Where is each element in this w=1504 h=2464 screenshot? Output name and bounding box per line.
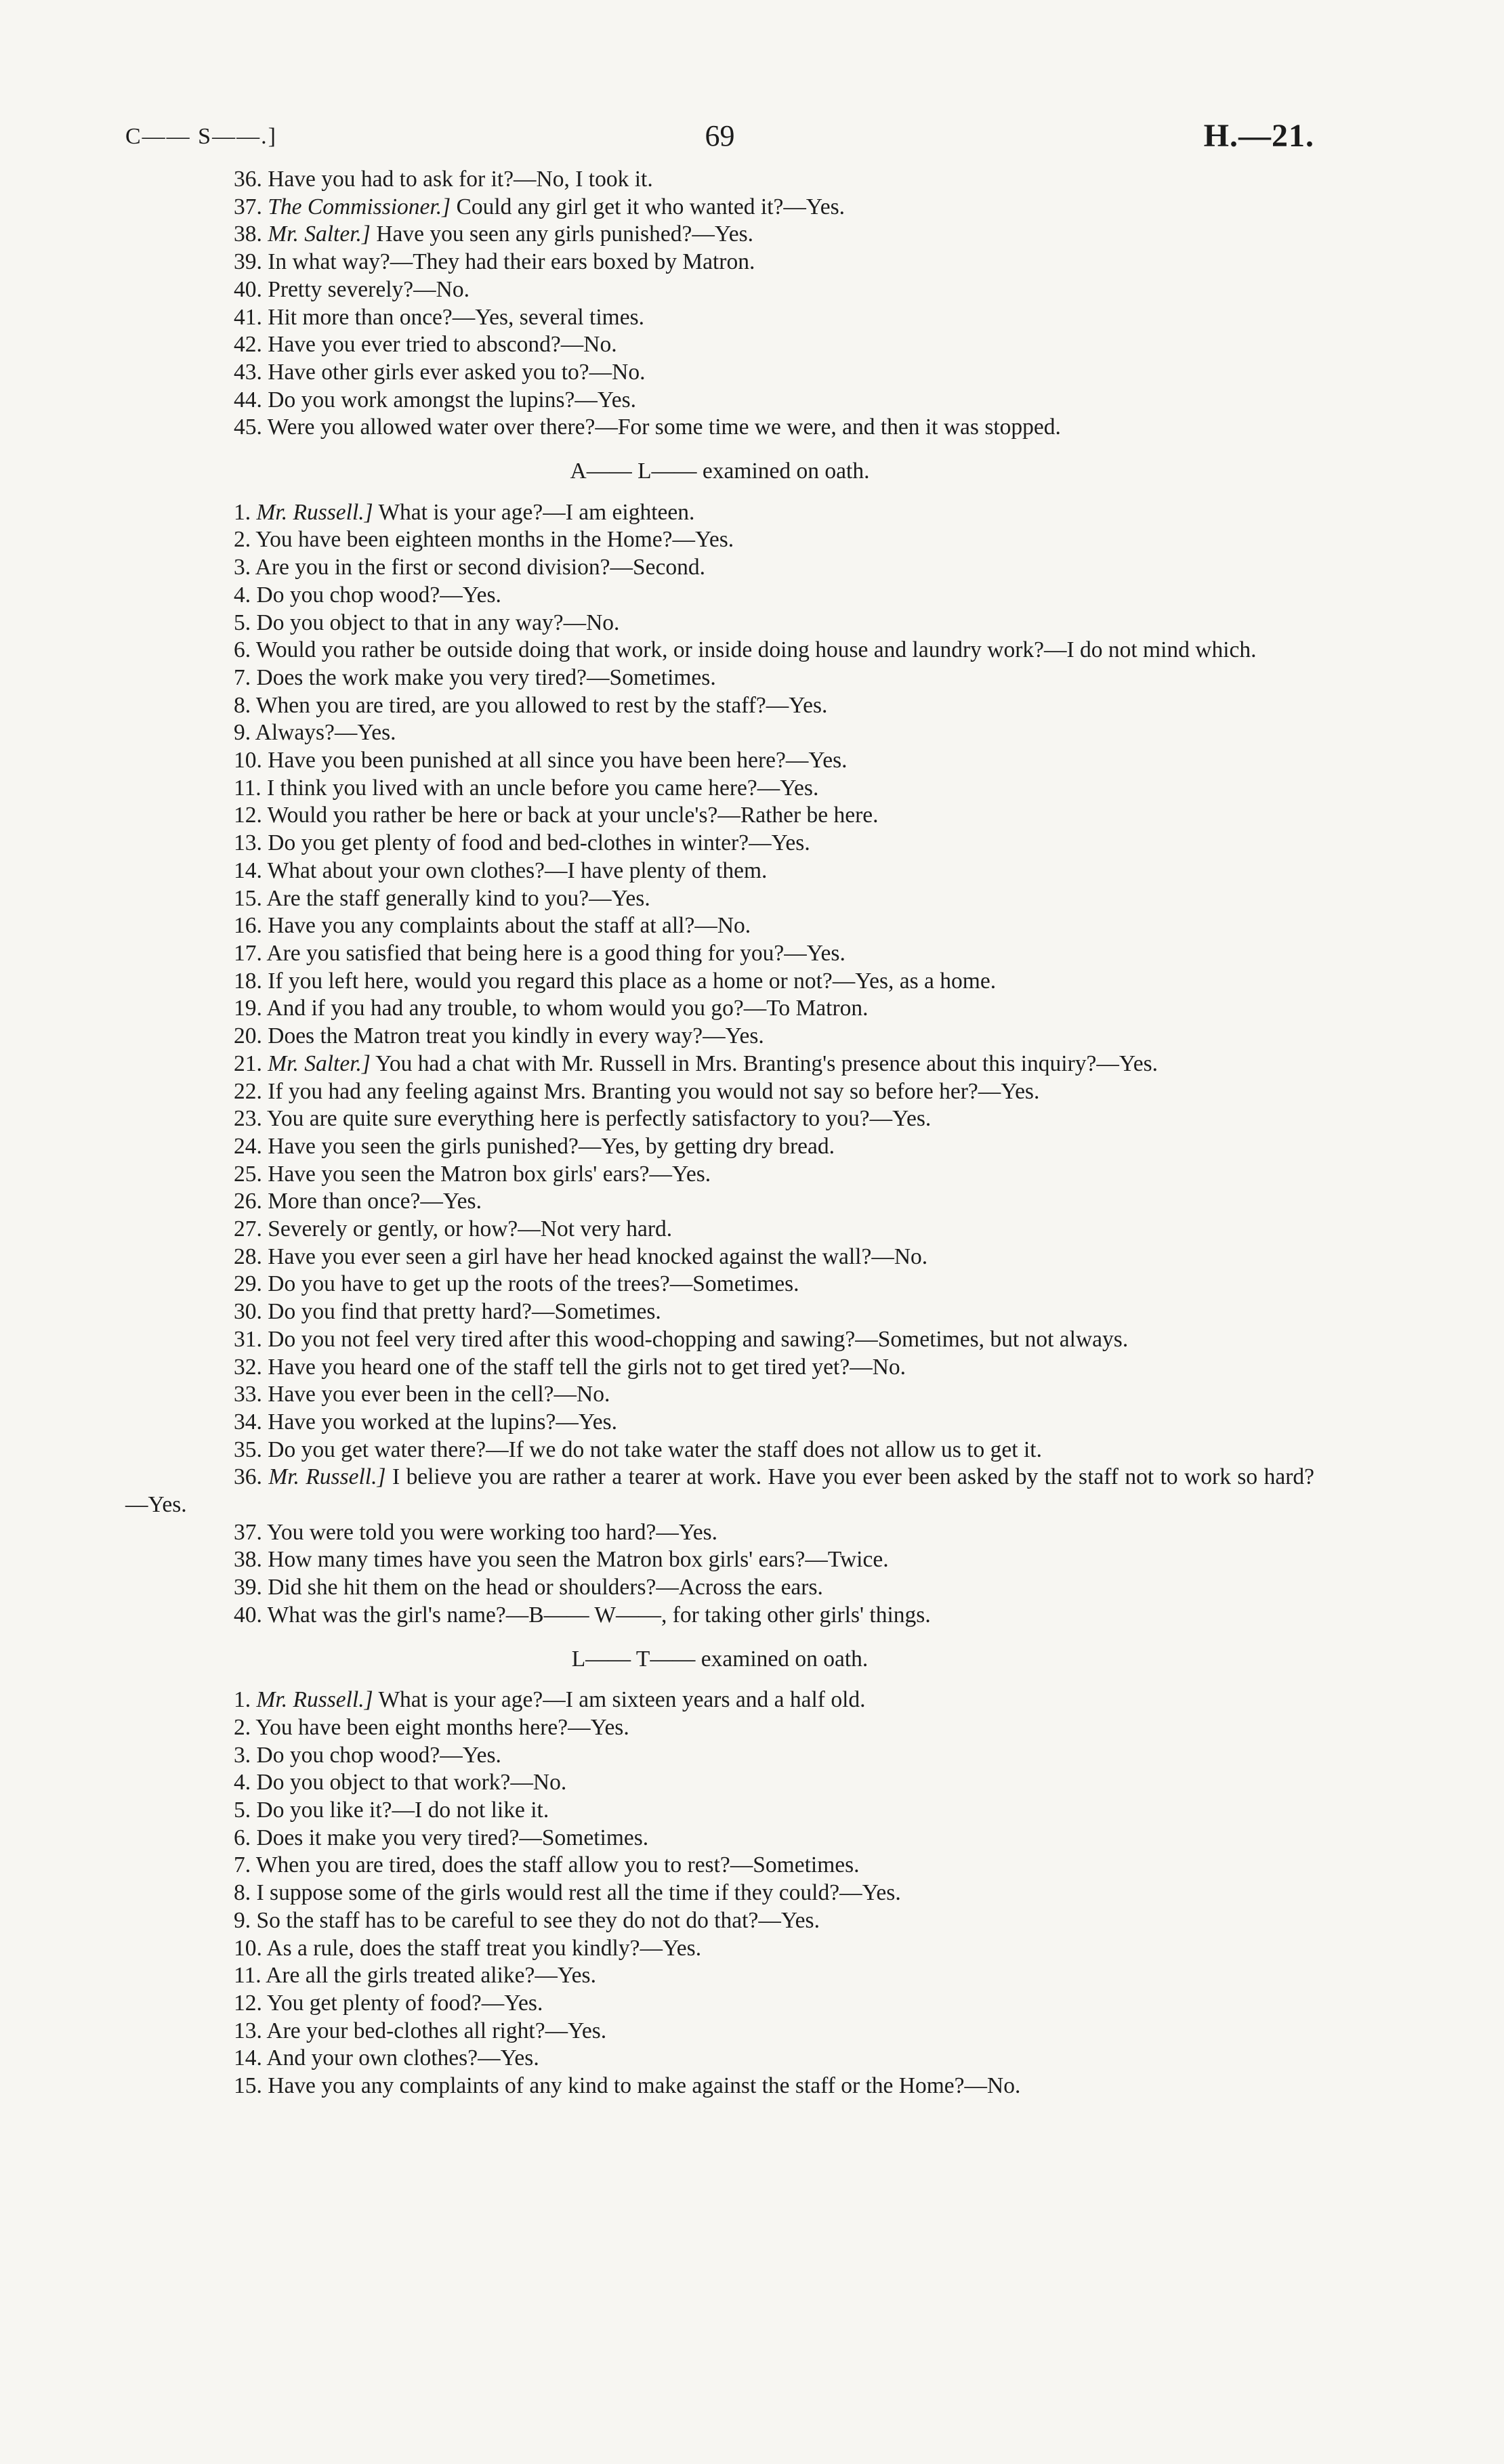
question-item (125, 582, 1314, 610)
question-item (125, 221, 1314, 249)
question-item (125, 1574, 1314, 1602)
question-number: 41. (234, 304, 262, 330)
question-item (125, 637, 1314, 664)
question-item (125, 1188, 1314, 1216)
speaker-label: Mr. Salter.] (268, 1050, 371, 1076)
question-text: What is your age?—I am eighteen. (373, 499, 695, 525)
question-number: 12. (234, 803, 262, 828)
question-text: When you are tired, does the staff allow you to rest?—Sometimes. (255, 1852, 860, 1878)
question-text: I suppose some of the girls would rest all the time if they could?—Yes. (256, 1880, 901, 1906)
question-item (125, 968, 1314, 996)
question-number: 20. (234, 1023, 262, 1049)
question-item (125, 194, 1314, 221)
question-text: Are you satisfied that being here is a good thing for you?—Yes. (266, 940, 845, 966)
question-item (125, 554, 1314, 582)
question-text: So the staff has to be careful to see they do not do that?—Yes. (256, 1907, 820, 1933)
question-text: Pretty severely?—No. (268, 276, 469, 302)
question-text: Would you rather be outside doing that work, or inside doing house and laundry work?—I do not mind which. (255, 637, 1257, 663)
question-item (125, 995, 1314, 1023)
question-text: Does the work make you very tired?—Sometimes. (256, 664, 716, 690)
question-text: Have you seen any girls punished?—Yes. (370, 221, 754, 247)
speaker-label: Mr. Russell.] (256, 499, 373, 525)
question-item (125, 912, 1314, 940)
question-item (125, 1050, 1314, 1078)
question-item (125, 414, 1314, 442)
question-item (125, 1742, 1314, 1770)
question-text: Does the Matron treat you kindly in every way?—Yes. (268, 1023, 764, 1049)
question-number: 27. (234, 1216, 262, 1242)
page-number: 69 (705, 119, 735, 152)
question-number: 25. (234, 1161, 262, 1187)
question-item (125, 1797, 1314, 1825)
question-text: Have you seen the Matron box girls' ears?—Yes. (268, 1161, 711, 1187)
question-number: 40. (234, 276, 262, 302)
question-text: Does it make you very tired?—Sometimes. (256, 1825, 649, 1850)
question-text: Are your bed-clothes all right?—Yes. (266, 2018, 607, 2043)
question-text: Always?—Yes. (255, 720, 396, 746)
question-number: 17. (234, 940, 262, 966)
question-number: 4. (234, 1770, 251, 1796)
question-number: 21. (234, 1050, 262, 1076)
question-item (125, 719, 1314, 747)
question-text: What was the girl's name?—B—— W——, for taking other girls' things. (267, 1602, 931, 1628)
question-item (125, 387, 1314, 415)
question-item (125, 830, 1314, 857)
question-number: 26. (234, 1189, 262, 1214)
question-text: Do you object to that in any way?—No. (256, 610, 620, 635)
question-item (125, 1546, 1314, 1574)
question-number: 32. (234, 1354, 262, 1380)
question-number: 14. (234, 2045, 262, 2071)
question-item (125, 1686, 1314, 1714)
question-text: Have you any complaints of any kind to make against the staff or the Home?—No. (268, 2073, 1021, 2099)
question-number: 3. (234, 1742, 251, 1768)
question-number: 37. (234, 194, 262, 219)
question-text: Severely or gently, or how?—Not very hard. (268, 1216, 673, 1242)
question-number: 14. (234, 857, 262, 883)
question-text: Do you get plenty of food and bed-clothes in winter?—Yes. (268, 830, 810, 856)
question-item (125, 775, 1314, 803)
question-text: What about your own clothes?—I have plenty of them. (267, 857, 768, 883)
question-text: Do you find that pretty hard?—Sometimes. (268, 1299, 661, 1325)
question-item (125, 1354, 1314, 1382)
question-number: 24. (234, 1133, 262, 1159)
question-text: You had a chat with Mr. Russell in Mrs. Branting's presence about this inquiry?—Yes. (370, 1050, 1158, 1076)
question-number: 33. (234, 1382, 262, 1407)
question-item (125, 802, 1314, 830)
section-heading-al: A—— L—— examined on oath. (570, 459, 870, 484)
question-text: Have you ever seen a girl have her head knocked against the wall?—No. (268, 1244, 928, 1269)
question-item (125, 1714, 1314, 1742)
question-item (125, 1326, 1314, 1354)
question-text: Are all the girls treated alike?—Yes. (266, 1963, 596, 1989)
question-text: Have you any complaints about the staff at all?—No. (268, 913, 751, 939)
question-text: When you are tired, are you allowed to rest by the staff?—Yes. (255, 692, 828, 718)
question-text: You are quite sure everything here is perfectly satisfactory to you?—Yes. (267, 1106, 932, 1132)
question-number: 22. (234, 1078, 262, 1104)
question-text: Are you in the first or second division?—Second. (255, 555, 705, 580)
question-item (125, 940, 1314, 968)
question-number: 5. (234, 610, 251, 635)
question-text: Have you been punished at all since you have been here?—Yes. (268, 748, 848, 773)
question-number: 2. (234, 527, 251, 553)
question-item (125, 857, 1314, 885)
question-text: Do you chop wood?—Yes. (256, 582, 501, 608)
question-number: 23. (234, 1106, 262, 1132)
question-number: 12. (234, 1991, 262, 2016)
question-text: Would you rather be here or back at your uncle's?—Rather be here. (267, 803, 879, 828)
question-number: 13. (234, 2018, 262, 2043)
question-item (125, 885, 1314, 913)
question-number: 10. (234, 1935, 262, 1961)
question-item (125, 359, 1314, 387)
question-text: You have been eight months here?—Yes. (255, 1714, 629, 1740)
question-text: And your own clothes?—Yes. (266, 2045, 539, 2071)
question-number: 16. (234, 913, 262, 939)
question-number: 6. (234, 637, 251, 663)
question-item (125, 1437, 1314, 1464)
question-item (125, 1023, 1314, 1050)
question-number: 1. (234, 499, 251, 525)
question-text: Do you work amongst the lupins?—Yes. (268, 387, 637, 412)
question-text: And if you had any trouble, to whom would you go?—To Matron. (266, 996, 869, 1021)
question-item (125, 1161, 1314, 1189)
question-item (125, 1825, 1314, 1852)
question-number: 6. (234, 1825, 251, 1850)
question-text: Do you object to that work?—No. (256, 1770, 567, 1796)
question-text: You were told you were working too hard?—Yes. (267, 1519, 717, 1545)
question-item (125, 1298, 1314, 1326)
question-item (125, 304, 1314, 332)
question-item (125, 1464, 1314, 1518)
question-number: 38. (234, 221, 262, 247)
question-number: 15. (234, 885, 262, 911)
question-number: 40. (234, 1602, 262, 1628)
question-number: 7. (234, 664, 251, 690)
question-number: 31. (234, 1326, 262, 1352)
question-text: More than once?—Yes. (268, 1189, 482, 1214)
question-text: Were you allowed water over there?—For some time we were, and then it was stopped. (267, 415, 1061, 440)
question-number: 44. (234, 387, 262, 412)
question-number: 1. (234, 1687, 251, 1713)
question-item (125, 1133, 1314, 1161)
question-number: 9. (234, 1907, 251, 1933)
document-page (125, 112, 1314, 2100)
question-number: 37. (234, 1519, 262, 1545)
question-text: As a rule, does the staff treat you kindly?—Yes. (266, 1935, 702, 1961)
question-item (125, 1769, 1314, 1797)
question-number: 13. (234, 830, 262, 856)
question-item (125, 2045, 1314, 2073)
question-number: 11. (234, 1963, 262, 1989)
question-number: 7. (234, 1852, 251, 1878)
question-text: I believe you are rather a tearer at work. Have you ever been asked by the staff not to work so hard?—Yes. (125, 1464, 1315, 1518)
question-text: If you had any feeling against Mrs. Branting you would not say so before her?—Yes. (268, 1078, 1040, 1104)
question-item (125, 692, 1314, 720)
question-text: I think you lived with an uncle before you came here?—Yes. (267, 775, 819, 801)
speaker-label: The Commissioner.] (268, 194, 451, 219)
question-text: Are the staff generally kind to you?—Yes. (266, 885, 650, 911)
section-al-questions (125, 499, 1314, 1630)
question-number: 8. (234, 692, 251, 718)
question-item (125, 1105, 1314, 1133)
question-number: 10. (234, 748, 262, 773)
question-number: 35. (234, 1437, 262, 1462)
speaker-label: Mr. Russell.] (256, 1687, 373, 1713)
question-number: 36. (234, 167, 262, 192)
question-item (125, 664, 1314, 692)
question-item (125, 526, 1314, 554)
question-item (125, 166, 1314, 194)
question-item (125, 1244, 1314, 1271)
question-item (125, 331, 1314, 359)
speaker-label: Mr. Salter.] (268, 221, 371, 247)
question-text: Have you had to ask for it?—No, I took it. (268, 167, 653, 192)
question-item (125, 2073, 1314, 2100)
question-number: 39. (234, 1575, 262, 1600)
question-item (125, 499, 1314, 527)
question-number: 11. (234, 775, 262, 801)
question-item (125, 1879, 1314, 1907)
speaker-label: Mr. Russell.] (268, 1464, 386, 1490)
question-number: 38. (234, 1547, 262, 1573)
question-text: Do you get water there?—If we do not take water the staff does not allow us to get it. (268, 1437, 1042, 1462)
question-text: Do you not feel very tired after this wood-chopping and sawing?—Sometimes, but not always. (268, 1326, 1129, 1352)
question-item (125, 1519, 1314, 1547)
question-text: Did she hit them on the head or shoulders?—Across the ears. (268, 1575, 823, 1600)
question-number: 4. (234, 582, 251, 608)
question-number: 15. (234, 2073, 262, 2099)
question-number: 42. (234, 332, 262, 358)
question-text: You get plenty of food?—Yes. (267, 1991, 543, 2016)
question-text: Have you heard one of the staff tell the girls not to get tired yet?—No. (268, 1354, 906, 1380)
question-text: You have been eighteen months in the Home?—Yes. (255, 527, 734, 553)
question-item (125, 1078, 1314, 1106)
question-number: 5. (234, 1798, 251, 1823)
question-number: 8. (234, 1880, 251, 1906)
question-item (125, 2018, 1314, 2045)
question-item (125, 1990, 1314, 2018)
question-number: 34. (234, 1409, 262, 1435)
question-text: If you left here, would you regard this place as a home or not?—Yes, as a home. (268, 968, 997, 994)
question-item (125, 1271, 1314, 1298)
section-lt-questions (125, 1686, 1314, 2100)
question-number: 19. (234, 996, 262, 1021)
question-number: 30. (234, 1299, 262, 1325)
question-number: 3. (234, 555, 251, 580)
question-number: 28. (234, 1244, 262, 1269)
section-heading-lt: L—— T—— examined on oath. (571, 1646, 869, 1672)
question-item (125, 249, 1314, 276)
question-number: 43. (234, 359, 262, 385)
question-item (125, 1907, 1314, 1935)
question-number: 9. (234, 720, 251, 746)
doc-reference: H.—21. (1203, 118, 1314, 154)
question-text: Do you like it?—I do not like it. (256, 1798, 549, 1823)
question-text: In what way?—They had their ears boxed by Matron. (268, 249, 755, 275)
question-item (125, 747, 1314, 775)
question-text: Have you worked at the lupins?—Yes. (268, 1409, 618, 1435)
question-text: Do you have to get up the roots of the trees?—Sometimes. (268, 1271, 799, 1297)
question-text: Could any girl get it who wanted it?—Yes. (451, 194, 845, 219)
section-continued-questions (125, 166, 1314, 442)
question-item (125, 1409, 1314, 1437)
header-left: C—— S——.] (125, 124, 277, 149)
question-text: Have you ever tried to abscond?—No. (268, 332, 617, 358)
question-item (125, 1216, 1314, 1244)
question-item (125, 1935, 1314, 1963)
page-header (125, 112, 1314, 166)
question-number: 18. (234, 968, 262, 994)
question-text: How many times have you seen the Matron box girls' ears?—Twice. (268, 1547, 889, 1573)
question-item (125, 1381, 1314, 1409)
question-item (125, 1962, 1314, 1990)
question-item (125, 610, 1314, 637)
question-text: Have you seen the girls punished?—Yes, by getting dry bread. (268, 1133, 835, 1159)
question-number: 2. (234, 1714, 251, 1740)
question-number: 45. (234, 415, 262, 440)
question-number: 36. (234, 1464, 262, 1490)
question-text: Do you chop wood?—Yes. (256, 1742, 501, 1768)
question-item (125, 1852, 1314, 1879)
document-body (125, 166, 1314, 2100)
question-text: Hit more than once?—Yes, several times. (268, 304, 644, 330)
question-text: Have you ever been in the cell?—No. (268, 1382, 610, 1407)
question-number: 29. (234, 1271, 262, 1297)
question-number: 39. (234, 249, 262, 275)
question-item (125, 276, 1314, 304)
question-text: Have other girls ever asked you to?—No. (268, 359, 646, 385)
question-text: What is your age?—I am sixteen years and a half old. (373, 1687, 866, 1713)
question-item (125, 1602, 1314, 1630)
